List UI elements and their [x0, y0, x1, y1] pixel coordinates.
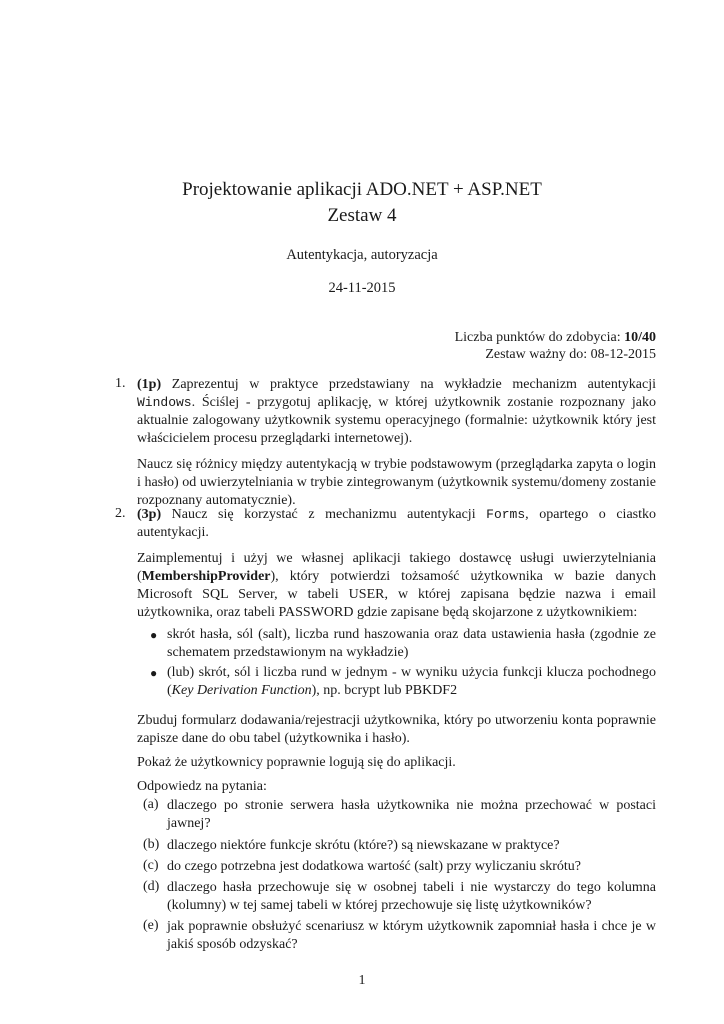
task-2-code: Forms — [486, 507, 526, 522]
task-2-paragraph-4: Pokaż że użytkownicy poprawnie logują się do aplikacji. — [137, 755, 456, 770]
question-e: jak poprawnie obsłużyć scenariusz w którym użytkownik zapomniał hasła i chce je w jakiś sposób odzyskać? — [167, 919, 656, 952]
document-set-number: Zestaw 4 — [327, 205, 397, 226]
document-subtitle: Autentykacja, autoryzacja — [286, 247, 438, 263]
question-a: dlaczego po stronie serwera hasła użytkownika nie można przechować w postaci jawnej? — [167, 798, 656, 831]
question-a-label: (a) — [143, 797, 159, 812]
bullet-item-2-text-a: (lub) skrót, sól i liczba rund w jednym - w wyniku użycia funkcji klucza pochodnego ( — [167, 665, 656, 698]
task-1-points: (1p) — [137, 377, 162, 392]
question-d-label: (d) — [143, 879, 160, 894]
question-d: dlaczego hasła przechowuje się w osobnej tabeli i nie wystarczy do tego kolumna (kolumny) w tej samej tabeli w której przechowuje się listę użytkowników? — [167, 880, 656, 913]
bullet-item-1 — [167, 626, 656, 662]
task-2-continued — [137, 712, 656, 796]
task-2-text-b: , opartego o ciastko autentykacji. — [137, 507, 656, 540]
task-2-paragraph-5: Odpowiedz na pytania: — [137, 779, 267, 794]
task-2-p2-text-a: Zaimplementuj i użyj we własnej aplikacji takiego dostawcę usługi uwierzytelniania ( — [137, 551, 656, 584]
task-1-text-b: . Ściślej - przygotuj aplikację, w której użytkownik zostanie rozpoznany jako aktualnie zalogowany użytkownik systemu operacyjnego (formalnie: użytkownik który jest właścicielem procesu przeglądarki internetowej). — [137, 395, 656, 446]
valid-until: Zestaw ważny do: 08-12-2015 — [485, 347, 656, 362]
task-1-code: Windows — [137, 395, 192, 410]
points-value: 10/40 — [624, 330, 656, 345]
points-info — [455, 329, 656, 347]
question-b: dlaczego niektóre funkcje skrótu (które?) są niewskazane w praktyce? — [167, 838, 560, 853]
task-1-text-a: Zaprezentuj w praktyce przedstawiany na wykładzie mechanizm autentykacji — [161, 377, 656, 392]
bullet-item-2-text-b: ), np. bcrypt lub PBKDF2 — [311, 683, 458, 698]
task-1 — [137, 376, 656, 510]
points-label: Liczba punktów do zdobycia: — [454, 330, 625, 345]
task-1-paragraph-2: Naucz się różnicy między autentykacją w trybie podstawowym (przeglądarka zapyta o login i hasło) od uwierzytelniania w trybie zintegrowanym (użytkownik systemu/domeny zostanie rozpoznany automatycznie). — [137, 457, 656, 508]
bullet-marker: ● — [150, 666, 158, 680]
task-1-paragraph-1 — [137, 376, 656, 448]
document-date: 24-11-2015 — [328, 280, 396, 296]
task-2-text-a: Naucz się korzystać z mechanizmu autentykacji — [161, 507, 487, 522]
bullet-item-2 — [167, 664, 656, 700]
question-c-label: (c) — [143, 858, 159, 873]
document-title: Projektowanie aplikacji ADO.NET + ASP.NET — [182, 179, 542, 200]
bullet-marker: ● — [150, 628, 158, 642]
task-2 — [137, 506, 656, 622]
task-2-number: 2. — [115, 506, 126, 521]
kdf-term: Key Derivation Function — [171, 683, 312, 698]
task-2-paragraph-2 — [137, 550, 656, 622]
task-2-paragraph-1 — [137, 506, 656, 542]
question-b-label: (b) — [143, 837, 160, 852]
task-2-points: (3p) — [137, 507, 162, 522]
question-e-label: (e) — [143, 918, 159, 933]
task-2-p2-text-b: ), który potwierdzi tożsamość użytkownika w bazie danych Microsoft SQL Server, w tabeli USER, w której zapisana będzie nazwa i email użytkownika, oraz tabeli PASSWORD gdzie zapisane będą skojarzone z użytkownikiem: — [137, 569, 656, 620]
bullet-item-1-text: skrót hasła, sól (salt), liczba rund haszowania oraz data ustawienia hasła (zgodnie ze schematem przedstawionym na wykładzie) — [167, 627, 656, 660]
membership-provider-term: MembershipProvider — [141, 569, 271, 584]
task-2-paragraph-3: Zbuduj formularz dodawania/rejestracji użytkownika, który po utworzeniu konta poprawnie zapisze dane do obu tabel (użytkownika i hasło). — [137, 713, 656, 746]
task-1-number: 1. — [115, 376, 126, 391]
page-number: 1 — [358, 973, 366, 988]
question-c: do czego potrzebna jest dodatkowa wartość (salt) przy wyliczaniu skrótu? — [167, 859, 582, 874]
